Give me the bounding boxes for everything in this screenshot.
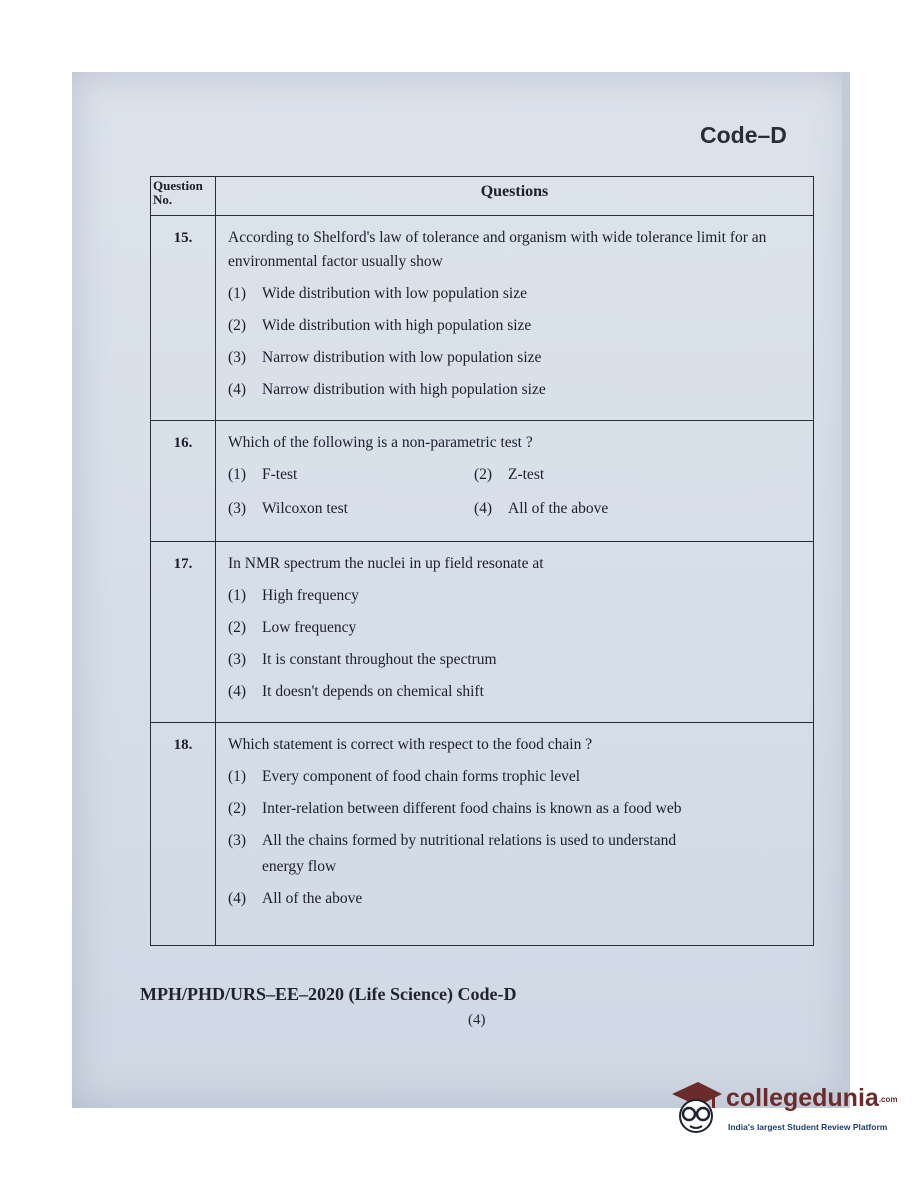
question-row-15 (151, 216, 814, 421)
option-text: All the chains formed by nutritional relations is used to understand (262, 832, 677, 849)
option-text: All of the above (508, 500, 609, 517)
question-number: 15. (151, 216, 216, 421)
question-stem: According to Shelford's law of tolerance and organism with wide tolerance limit for an environmental factor usually show (228, 229, 767, 270)
question-stem: Which of the following is a non-parametric test ? (228, 434, 533, 451)
question-body (216, 216, 814, 421)
option-continuation: energy flow (262, 858, 337, 875)
option-number: (1) (228, 768, 247, 785)
option-number: (3) (228, 349, 247, 366)
option-number: (1) (228, 587, 247, 604)
brand-suffix: .com (878, 1094, 898, 1104)
question-row-16 (151, 421, 814, 542)
option-text: Narrow distribution with low population size (262, 349, 542, 366)
option-number: (4) (228, 683, 247, 700)
question-stem: Which statement is correct with respect to the food chain ? (228, 736, 593, 753)
question-body (216, 723, 814, 946)
option (474, 497, 720, 521)
brand-name (726, 1084, 897, 1113)
option-number: (1) (228, 285, 247, 302)
option (228, 648, 807, 672)
option (228, 463, 474, 487)
table-header-row (151, 177, 814, 216)
option-number: (3) (228, 832, 247, 849)
option-number: (2) (228, 800, 247, 817)
question-body (216, 421, 814, 542)
option (228, 497, 474, 521)
option (474, 463, 720, 487)
option (228, 282, 807, 306)
option-text: Low frequency (262, 619, 357, 636)
option (228, 314, 807, 338)
question-no-header: Question No. (151, 177, 216, 216)
question-number: 16. (151, 421, 216, 542)
option-text: All of the above (262, 890, 363, 907)
question-stem: In NMR spectrum the nuclei in up field resonate at (228, 555, 544, 572)
option-text: Inter-relation between different food chains is known as a food web (262, 800, 682, 817)
question-number: 18. (151, 723, 216, 946)
option-text: F-test (262, 466, 298, 483)
option (228, 797, 807, 821)
option-text: High frequency (262, 587, 359, 604)
option (228, 829, 807, 853)
collegedunia-watermark (668, 1078, 898, 1148)
option (228, 584, 807, 608)
question-row-17 (151, 542, 814, 723)
option-row (228, 463, 807, 487)
questions-header: Questions (216, 177, 814, 216)
question-number: 17. (151, 542, 216, 723)
brand-tagline: India's largest Student Review Platform (728, 1122, 888, 1132)
option-number: (1) (228, 466, 247, 483)
option-row (228, 497, 807, 521)
brand-name-text: collegedunia (726, 1084, 879, 1112)
option-number: (4) (228, 381, 247, 398)
option-number: (4) (474, 500, 493, 517)
paper-code: Code–D (700, 122, 787, 148)
questions-table (150, 176, 814, 946)
option-text: Z-test (508, 466, 545, 483)
paper-footer: MPH/PHD/URS–EE–2020 (Life Science) Code-D (140, 984, 517, 1004)
option (228, 887, 807, 911)
option-number: (2) (228, 619, 247, 636)
exam-sheet (72, 72, 850, 1108)
option-text: Every component of food chain forms trophic level (262, 768, 581, 785)
option-number: (3) (228, 651, 247, 668)
option-number: (2) (228, 317, 247, 334)
option (228, 680, 807, 704)
option-text: Wide distribution with high population size (262, 317, 532, 334)
option-number: (3) (228, 500, 247, 517)
mascot-logo-icon (668, 1078, 724, 1140)
option (228, 765, 807, 789)
option-text: It doesn't depends on chemical shift (262, 683, 484, 700)
option-number: (2) (474, 466, 493, 483)
option-number: (4) (228, 890, 247, 907)
page-number: (4) (468, 1012, 486, 1028)
option-text: Wide distribution with low population size (262, 285, 527, 302)
option-text: Narrow distribution with high population size (262, 381, 546, 398)
option (228, 378, 807, 402)
option (228, 346, 807, 370)
option-text: Wilcoxon test (262, 500, 348, 517)
option-text: It is constant throughout the spectrum (262, 651, 497, 668)
option (228, 616, 807, 640)
question-row-18 (151, 723, 814, 946)
question-body (216, 542, 814, 723)
sheet-edge (842, 72, 850, 1108)
